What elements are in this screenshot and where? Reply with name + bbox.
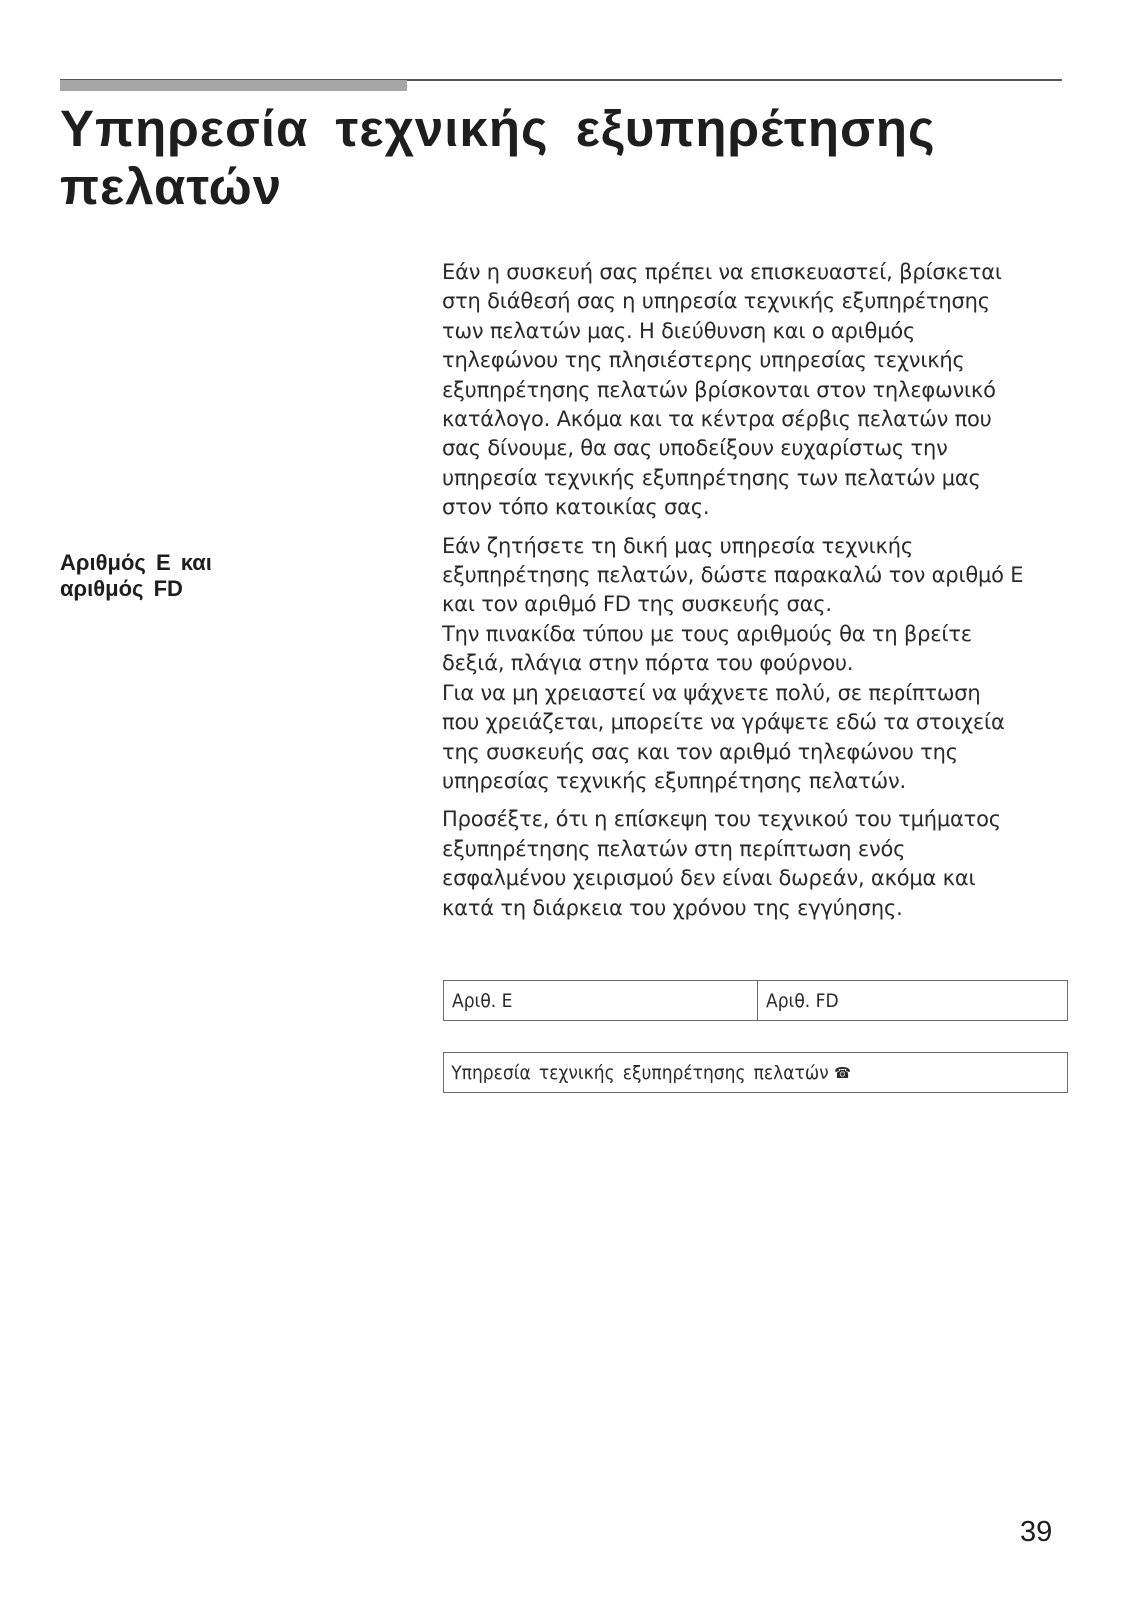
text-line: και τον αριθμό FD της συσκευής σας. bbox=[442, 592, 832, 617]
numbers-info-paragraph bbox=[442, 532, 1072, 797]
side-heading-line-2: αριθμός FD bbox=[60, 576, 183, 601]
text-line: εξυπηρέτησης πελατών βρίσκονται στον τηλεφωνικό bbox=[442, 377, 996, 402]
text-line: κατά τη διάρκεια του χρόνου της εγγύησης. bbox=[442, 895, 903, 920]
text-line: εσφαλμένου χειρισμού δεν είναι δωρεάν, ακόμα και bbox=[442, 866, 976, 891]
text-line: δεξιά, πλάγια στην πόρτα του φούρνου. bbox=[442, 651, 854, 676]
fd-number-label: Αριθ. FD bbox=[766, 989, 839, 1012]
service-phone-box bbox=[443, 1052, 1068, 1093]
appliance-numbers-box bbox=[443, 980, 1068, 1021]
side-heading bbox=[60, 550, 360, 602]
text-line: που χρειάζεται, μπορείτε να γράψετε εδώ τα στοιχεία bbox=[442, 710, 1005, 735]
text-line: Εάν η συσκευή σας πρέπει να επισκευαστεί, βρίσκεται bbox=[442, 260, 1002, 284]
text-line: Προσέξτε, ότι η επίσκεψη του τεχνικού του τμήματος bbox=[442, 807, 1001, 832]
header-rule-accent bbox=[60, 80, 407, 91]
text-line: της συσκευής σας και τον αριθμό τηλεφώνου της bbox=[442, 739, 958, 764]
text-line: κατάλογο. Ακόμα και τα κέντρα σέρβις πελατών που bbox=[442, 407, 992, 432]
text-line: Την πινακίδα τύπου με τους αριθμούς θα τη βρείτε bbox=[442, 621, 972, 646]
phone-icon: ☎ bbox=[834, 1064, 851, 1082]
text-line: τηλεφώνου της πλησιέστερης υπηρεσίας τεχνικής bbox=[442, 348, 965, 373]
page-title-line-2: πελατών bbox=[60, 158, 283, 215]
text-line: των πελατών μας. Η διεύθυνση και ο αριθμός bbox=[442, 318, 916, 343]
body-column bbox=[442, 258, 1072, 923]
text-line: στη διάθεσή σας η υπηρεσία τεχνικής εξυπηρέτησης bbox=[442, 289, 990, 314]
page-number: 39 bbox=[1020, 1516, 1053, 1548]
service-phone-label: Υπηρεσία τεχνικής εξυπηρέτησης πελατών bbox=[451, 1061, 829, 1084]
text-line: υπηρεσίας τεχνικής εξυπηρέτησης πελατών. bbox=[442, 768, 907, 793]
fd-number-field bbox=[758, 981, 847, 1020]
text-line: υπηρεσία τεχνικής εξυπηρέτησης των πελατών μας bbox=[442, 465, 981, 490]
text-line: στον τόπο κατοικίας σας. bbox=[442, 495, 710, 520]
service-phone-field bbox=[444, 1062, 851, 1084]
text-line: εξυπηρέτησης πελατών στη περίπτωση ενός bbox=[442, 836, 906, 861]
page-title bbox=[60, 100, 1060, 216]
text-line: εξυπηρέτησης πελατών, δώστε παρακαλώ τον αριθμό E bbox=[442, 563, 1024, 588]
text-line: Εάν ζητήσετε τη δική μας υπηρεσία τεχνικής bbox=[442, 533, 913, 558]
page-title-line-1: Υπηρεσία τεχνικής εξυπηρέτησης bbox=[60, 100, 936, 157]
intro-paragraph bbox=[442, 258, 1072, 523]
side-heading-line-1: Αριθμός E και bbox=[60, 550, 212, 575]
notice-paragraph bbox=[442, 805, 1072, 923]
text-line: σας δίνουμε, θα σας υποδείξουν ευχαρίστως την bbox=[442, 436, 948, 461]
e-number-label: Αριθ. E bbox=[452, 989, 513, 1012]
e-number-field bbox=[444, 981, 758, 1020]
text-line: Για να μη χρειαστεί να ψάχνετε πολύ, σε περίπτωση bbox=[442, 680, 981, 705]
